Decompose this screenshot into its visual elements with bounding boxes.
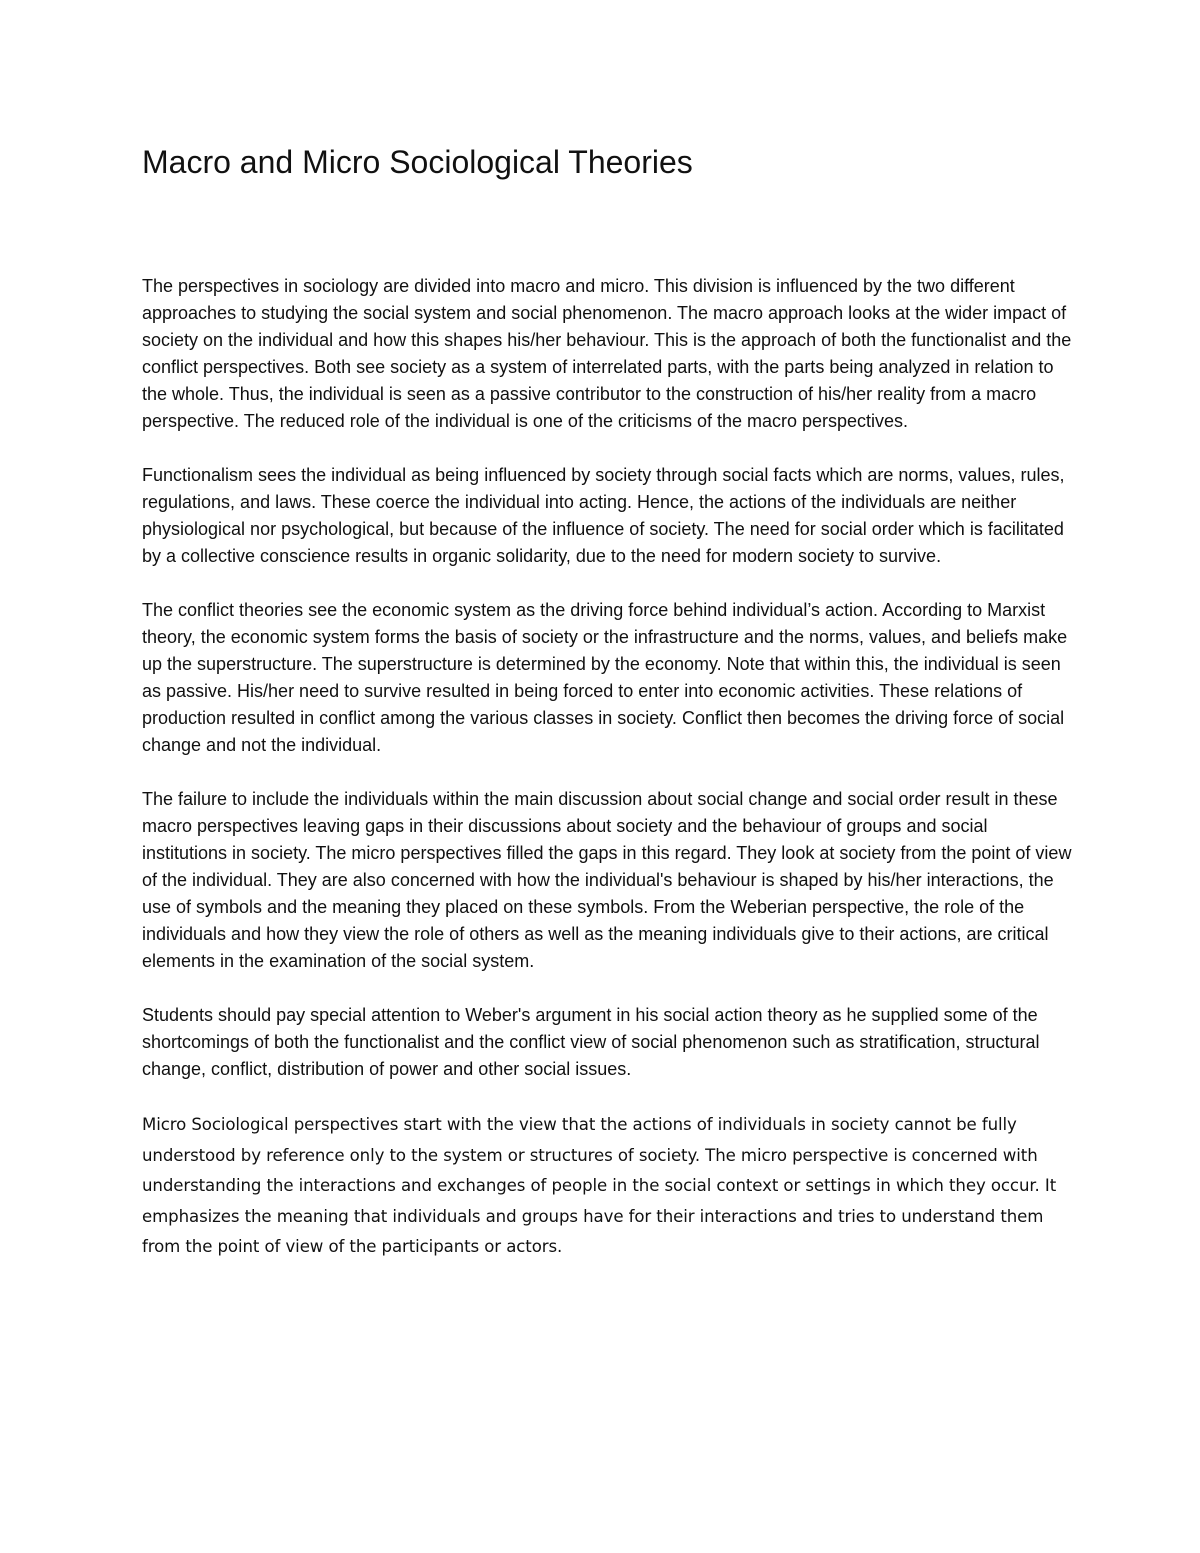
paragraph-weber-note: Students should pay special attention to Weber's argument in his social action theory as he supplied some of the shortcomings of both the functionalist and the conflict view of social phenomenon such as stratification, structural change, conflict, distribution of power and other social issues.: [142, 1005, 1040, 1079]
document-title: Macro and Micro Sociological Theories: [142, 144, 693, 180]
paragraph-macro-micro-intro: The perspectives in sociology are divided into macro and micro. This division is influenced by the two different approaches to studying the social system and social phenomenon. The macro approach looks at the wider impact of society on the individual and how this shapes his/her behaviour. This is the approach of both the functionalist and the conflict perspectives. Both see society as a system of interrelated parts, with the parts being analyzed in relation to the whole. Thus, the individual is seen as a passive contributor to the construction of his/her reality from a macro perspective. The reduced role of the individual is one of the criticisms of the macro perspectives.: [142, 276, 1072, 431]
paragraph-micro-perspectives: The failure to include the individuals within the main discussion about social change and social order result in these macro perspectives leaving gaps in their discussions about society and the behaviour of groups and social institutions in society. The micro perspectives filled the gaps in this regard. They look at society from the point of view of the individual. They are also concerned with how the individual's behaviour is shaped by his/her interactions, the use of symbols and the meaning they placed on these symbols. From the Weberian perspective, the role of the individuals and how they view the role of others as well as the meaning individuals give to their actions, are critical elements in the examination of the social system.: [142, 789, 1072, 971]
paragraph-functionalism: Functionalism sees the individual as being influenced by society through social facts which are norms, values, rules, regulations, and laws. These coerce the individual into acting. Hence, the actions of the individuals are neither physiological nor psychological, but because of the influence of society. The need for social order which is facilitated by a collective conscience results in organic solidarity, due to the need for modern society to survive.: [142, 465, 1065, 566]
document-body: [142, 273, 1072, 1290]
paragraph-conflict-theories: The conflict theories see the economic system as the driving force behind individual’s action. According to Marxist theory, the economic system forms the basis of society or the infrastructure and the norms, values, and beliefs make up the superstructure. The superstructure is determined by the economy. Note that within this, the individual is seen as passive. His/her need to survive resulted in being forced to enter into economic activities. These relations of production resulted in conflict among the various classes in society. Conflict then becomes the driving force of social change and not the individual.: [142, 600, 1068, 755]
paragraph-micro-sociological: Micro Sociological perspectives start with the view that the actions of individuals in society cannot be fully understood by reference only to the system or structures of society. The micro perspective is concerned with understanding the interactions and exchanges of people in the social context or settings in which they occur. It emphasizes the meaning that individuals and groups have for their interactions and tries to understand them from the point of view of the participants or actors.: [142, 1115, 1057, 1256]
